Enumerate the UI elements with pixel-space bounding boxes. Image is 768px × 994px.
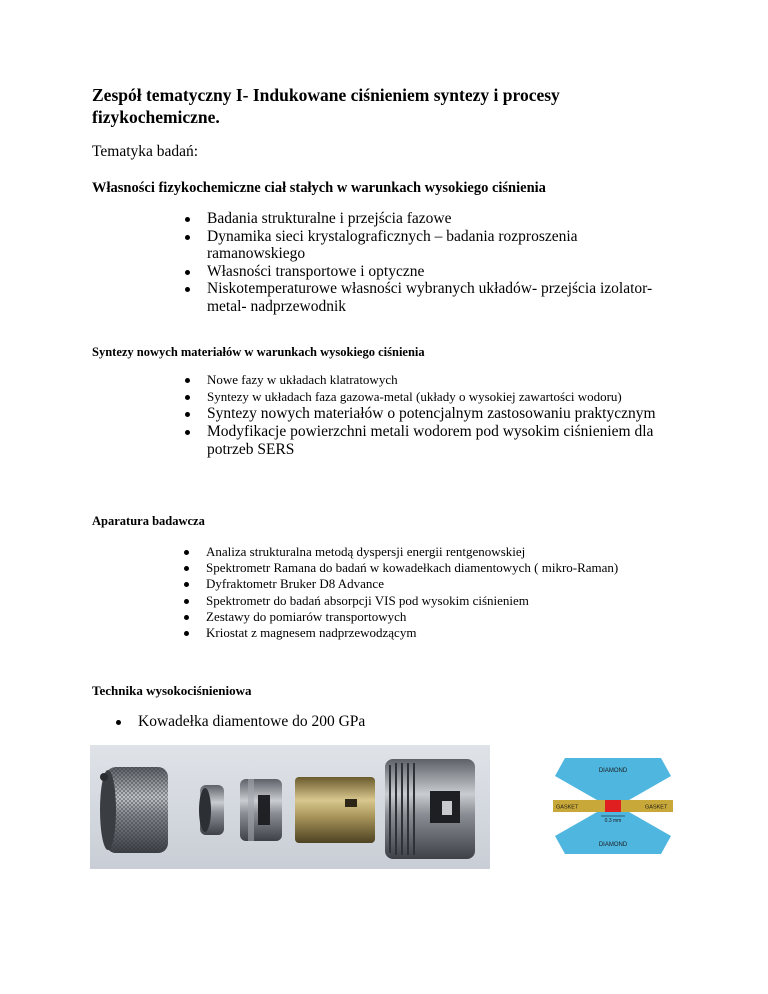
list-item: Niskotemperaturowe własności wybranych układów- przejścia izolator- metal- nadprzewodnik — [207, 280, 657, 315]
section-heading-physicochemical: Własności fizykochemiczne ciał stałych w warunkach wysokiego ciśnienia — [92, 180, 546, 196]
list-item: Kriostat z magnesem nadprzewodzącym — [206, 625, 658, 641]
section-heading-syntheses: Syntezy nowych materiałów w warunkach wysokiego ciśnienia — [92, 345, 425, 359]
list-item: Modyfikacje powierzchni metali wodorem pod wysokim ciśnieniem dla potrzeb SERS — [207, 423, 657, 459]
document-subtitle: Tematyka badań: — [92, 143, 199, 160]
gasket-left-label: GASKET — [556, 804, 579, 811]
list-high-pressure — [138, 713, 538, 731]
document-title: Zespół tematyczny I- Indukowane ciśnieniem syntezy i procesy fizykochemiczne. — [92, 85, 560, 127]
diamond-bottom-label: DIAMOND — [598, 842, 628, 848]
list-syntheses — [207, 372, 657, 459]
list-item: Zestawy do pomiarów transportowych — [206, 609, 658, 625]
list-item: Badania strukturalne i przejścia fazowe — [207, 210, 657, 228]
section-heading-high-pressure: Technika wysokociśnieniowa — [92, 683, 252, 698]
diamond-top-label: DIAMOND — [598, 768, 628, 774]
list-physicochemical — [207, 210, 657, 316]
diamond-anvil-cell-photo — [90, 745, 490, 869]
list-item: Dyfraktometr Bruker D8 Advance — [206, 576, 658, 592]
dimension-label: 0.3 mm — [604, 818, 622, 824]
list-item: Kowadełka diamentowe do 200 GPa — [138, 713, 538, 731]
list-item: Dynamika sieci krystalograficznych – badania rozproszenia ramanowskiego — [207, 228, 657, 263]
list-item: Nowe fazy w układach klatratowych — [207, 372, 657, 389]
list-item: Syntezy w układach faza gazowa-metal (układy o wysokiej zawartości wodoru) — [207, 389, 657, 406]
diamond-anvil-schematic — [553, 756, 673, 856]
list-item: Własności transportowe i optyczne — [207, 263, 657, 281]
gasket-right-label: GASKET — [645, 804, 668, 811]
list-item: Spektrometr Ramana do badań w kowadełkach diamentowych ( mikro-Raman) — [206, 560, 658, 576]
list-item: Syntezy nowych materiałów o potencjalnym zastosowaniu praktycznym — [207, 405, 656, 422]
section-heading-apparatus: Aparatura badawcza — [92, 514, 205, 528]
list-item: Spektrometr do badań absorpcji VIS pod wysokim ciśnieniem — [206, 593, 658, 609]
list-apparatus — [206, 544, 658, 641]
list-item: Analiza strukturalna metodą dyspersji energii rentgenowskiej — [206, 544, 658, 560]
